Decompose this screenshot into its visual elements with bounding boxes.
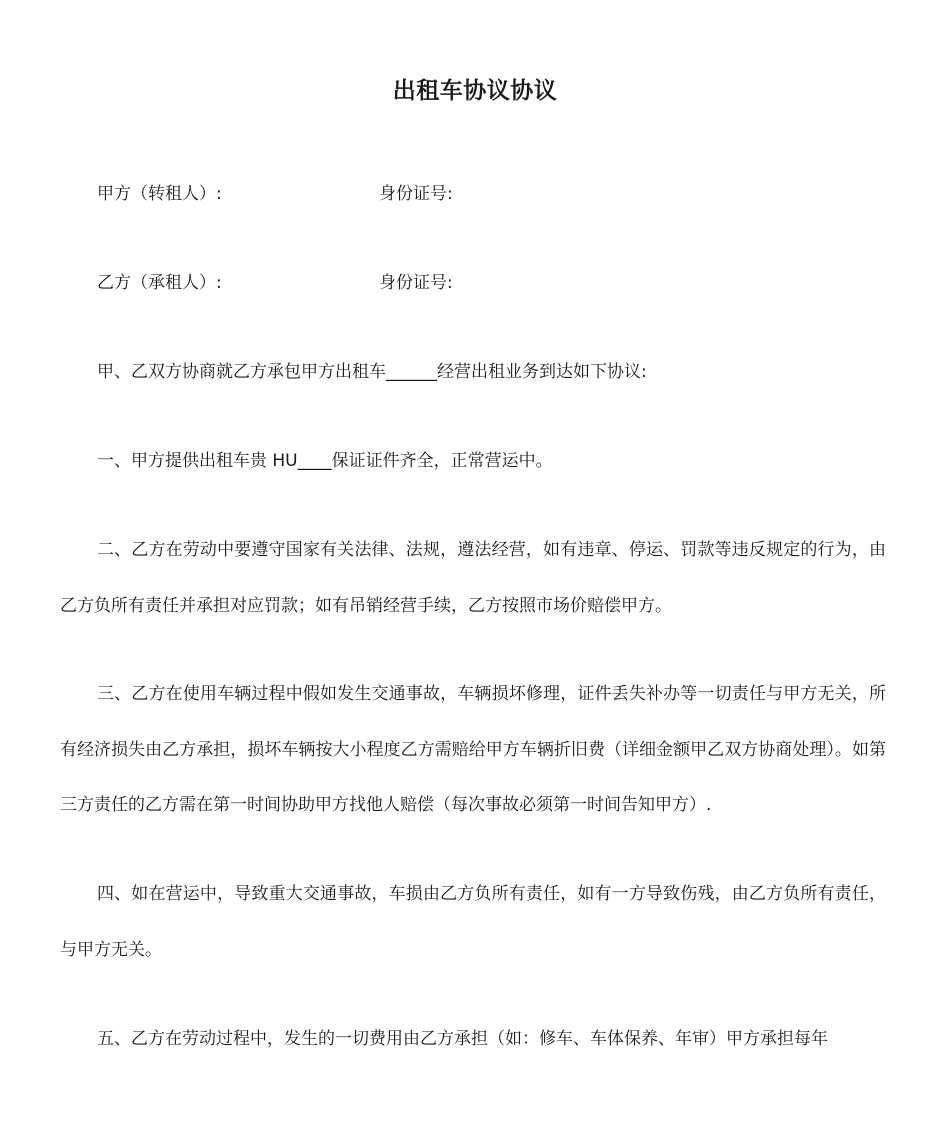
clause-2: 二、乙方在劳动中要遵守国家有关法律、法规，遵法经营，如有违章、停运、罚款等违反规定的行为，由乙方负所有责任并承担对应罚款；如有吊销经营手续，乙方按照市场价赔偿甲方。 bbox=[60, 540, 886, 616]
clause-5: 五、乙方在劳动过程中，发生的一切费用由乙方承担（如：修车、车体保养、年审）甲方承担每年 bbox=[97, 1029, 828, 1049]
clause-3: 三、乙方在使用车辆过程中假如发生交通事故，车辆损坏修理，证件丢失补办等一切责任与甲方无关，所有经济损失由乙方承担，损坏车辆按大小程度乙方需赔给甲方车辆折旧费（详细金额甲乙双方协商处理）。如第三方责任的乙方需在第一时间协助甲方找他人赔偿（每次事故必须第一时间告知甲方）. bbox=[60, 684, 886, 815]
party-a-label: 甲方（转租人）: bbox=[97, 184, 222, 204]
party-b-id-label: 身份证号: bbox=[379, 273, 453, 293]
party-a-id-label: 身份证号: bbox=[379, 184, 453, 204]
intro-paragraph: 甲、乙双方协商就乙方承包甲方出租车______经营出租业务到达如下协议: bbox=[97, 362, 647, 382]
document-title: 出租车协议协议 bbox=[392, 78, 558, 104]
party-b-label: 乙方（承租人）: bbox=[97, 273, 222, 293]
clause-4: 四、如在营运中，导致重大交通事故，车损由乙方负所有责任，如有一方导致伤残，由乙方负所有责任，与甲方无关。 bbox=[60, 884, 886, 960]
clause-1: 一、甲方提供出租车贵 HU____保证证件齐全，正常营运中。 bbox=[97, 451, 553, 471]
